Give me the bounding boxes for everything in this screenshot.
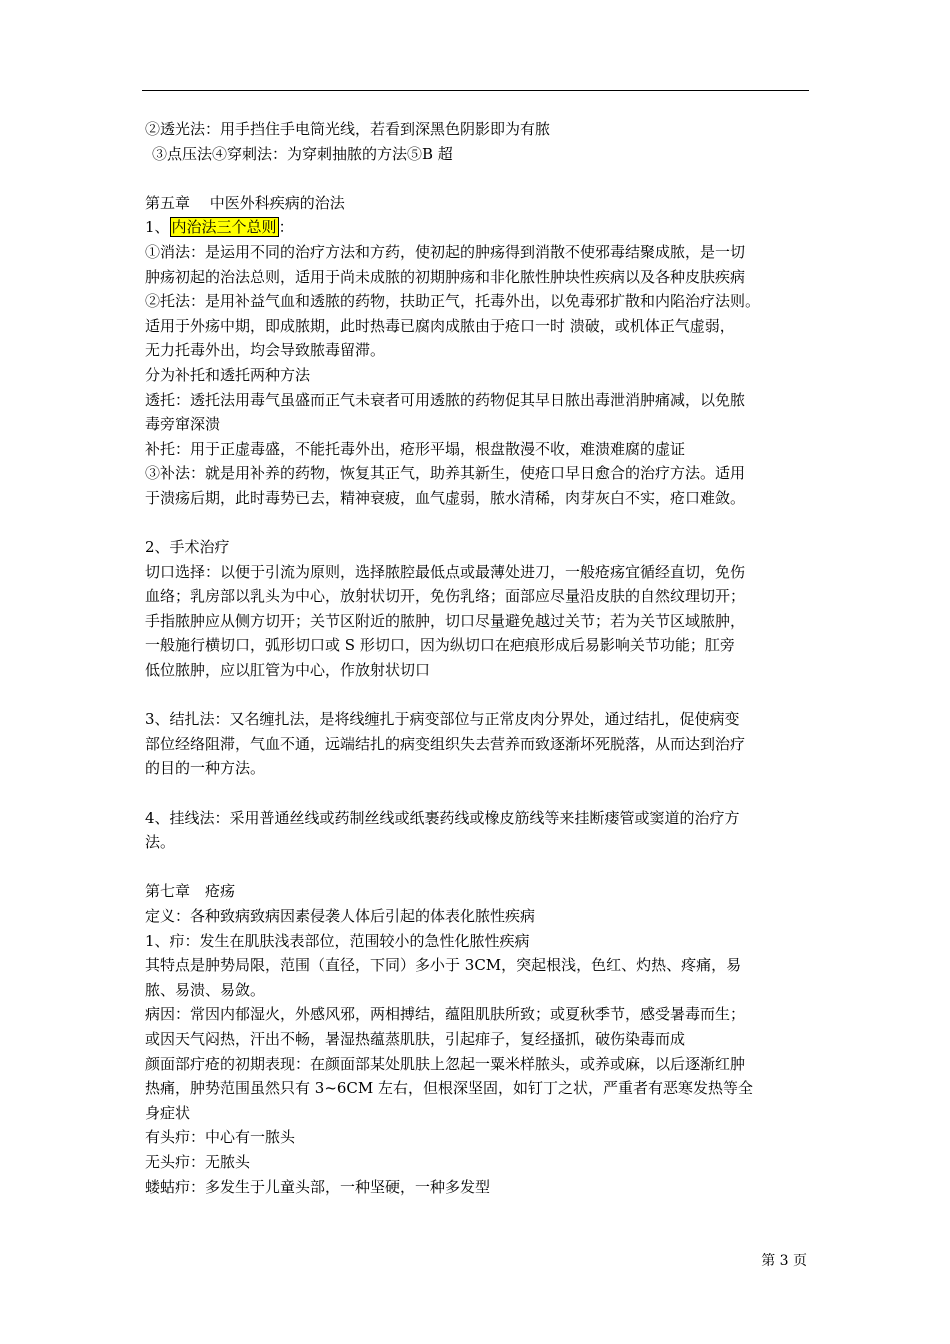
- text-line: 补托：用于正虚毒盛，不能托毒外出，疮形平塌，根盘散漫不收，难溃难腐的虚证: [145, 439, 686, 458]
- text-line: 透托：透托法用毒气虽盛而正气未衰者可用透脓的药物促其早日脓出毒泄消肿痛减，以免脓: [145, 390, 746, 409]
- text-line: 切口选择：以便于引流为原则，选择脓腔最低点或最薄处进刀，一般疮疡宜循经直切，免伤: [145, 562, 746, 581]
- text-line: 低位脓肿，应以肛管为中心，作放射状切口: [145, 661, 431, 680]
- text-line: 血络；乳房部以乳头为中心，放射状切开，免伤乳络；面部应尽量沿皮肤的自然纹理切开；: [145, 587, 746, 606]
- text-line: 蝼蛄疖：多发生于儿童头部，一种坚硬，一种多发型: [145, 1177, 491, 1196]
- header-rule: [142, 90, 809, 91]
- text-line: 或因天气闷热，汗出不畅，暑湿热蕴蒸肌肤，引起痱子，复经搔抓，破伤染毒而成: [145, 1029, 686, 1048]
- text-line: ②透光法：用手挡住手电筒光线，若看到深黑色阴影即为有脓: [145, 120, 551, 138]
- text-line: 部位经络阻滞，气血不通，远端结扎的病变组织失去营养而致逐渐坏死脱落，从而达到治疗: [145, 734, 746, 753]
- text-line: ①消法：是运用不同的治疗方法和方药，使初起的肿疡得到消散不使邪毒结聚成脓，是一切: [145, 242, 746, 261]
- text-line: 适用于外疡中期，即成脓期，此时热毒已腐肉成脓由于疮口一时 溃破，或机体正气虚弱，: [145, 316, 735, 335]
- page-number: 第 3 页: [761, 1253, 807, 1269]
- text-line: ③点压法④穿刺法：为穿刺抽脓的方法⑤B 超: [152, 144, 453, 163]
- section-heading: 2、手术治疗: [145, 538, 230, 557]
- text-line: 的目的一种方法。: [145, 759, 266, 778]
- text-line: 分为补托和透托两种方法: [145, 365, 311, 384]
- page-content: [145, 117, 810, 1199]
- text-line: 病因：常因内郁湿火，外感风邪，两相搏结，蕴阻肌肤所致；或夏秋季节，感受暑毒而生；: [145, 1005, 746, 1024]
- text-line: 毒旁窜深溃: [145, 415, 221, 434]
- text-line: 无头疖：无脓头: [145, 1152, 251, 1171]
- text-line: 其特点是肿势局限，范围（直径，下同）多小于 3CM，突起根浅，色红、灼热、疼痛，易: [145, 956, 742, 975]
- section-suffix: ：: [278, 218, 294, 237]
- text-line: 手指脓肿应从侧方切开；关节区附近的脓肿，切口尽量避免越过关节；若为关节区域脓肿，: [145, 611, 746, 630]
- text-line: 法。: [145, 833, 176, 852]
- text-line: ③补法：就是用补养的药物，恢复其正气，助养其新生，使疮口早日愈合的治疗方法。适用: [145, 464, 746, 483]
- chapter-heading: 第五章 中医外科疾病的治法: [145, 193, 345, 212]
- text-line: 有头疖：中心有一脓头: [145, 1128, 296, 1147]
- blank-line: [145, 166, 810, 191]
- text-line: 脓、易溃、易敛。: [145, 980, 266, 999]
- text-line: 4、挂线法：采用普通丝线或药制丝线或纸裹药线或橡皮筋线等来挂断瘘管或窦道的治疗方: [145, 808, 740, 827]
- text-line: ②托法：是用补益气血和透脓的药物，扶助正气，托毒外出，以免毒邪扩散和内陷治疗法则。: [145, 292, 761, 311]
- text-line: 一般施行横切口，弧形切口或 S 形切口，因为纵切口在疤痕形成后易影响关节功能；肛旁: [145, 636, 735, 655]
- section-number: 1、: [145, 218, 170, 237]
- text-line: 热痛，肿势范围虽然只有 3~6CM 左右，但根深坚固，如钉丁之状，严重者有恶寒发热等全: [145, 1079, 754, 1098]
- chapter-heading: 第七章 疮疡: [145, 882, 236, 901]
- blank-line: [145, 511, 810, 536]
- text-line: 身症状: [145, 1103, 191, 1122]
- blank-line: [145, 683, 810, 708]
- text-line: 颜面部疔疮的初期表现：在颜面部某处肌肤上忽起一粟米样脓头，或养或麻，以后逐渐红肿: [145, 1054, 746, 1073]
- blank-line: [145, 781, 810, 806]
- text-line: 1、疖：发生在肌肤浅表部位，范围较小的急性化脓性疾病: [145, 931, 530, 950]
- text-line: 无力托毒外出，均会导致脓毒留滞。: [145, 341, 386, 360]
- text-line: 定义：各种致病致病因素侵袭人体后引起的体表化脓性疾病: [145, 907, 536, 925]
- text-line: 于溃疡后期，此时毒势已去，精神衰疲，血气虚弱，脓水清稀，肉芽灰白不实，疮口难敛。: [145, 488, 746, 507]
- text-line: 肿疡初起的治法总则，适用于尚未成脓的初期肿疡和非化脓性肿块性疾病以及各种皮肤疾病: [145, 267, 746, 286]
- highlighted-term: 内治法三个总则: [171, 218, 277, 237]
- text-line: 3、结扎法：又名缠扎法，是将线缠扎于病变部位与正常皮肉分界处，通过结扎，促使病变: [145, 710, 740, 729]
- section-heading: [145, 215, 810, 240]
- blank-line: [145, 855, 810, 880]
